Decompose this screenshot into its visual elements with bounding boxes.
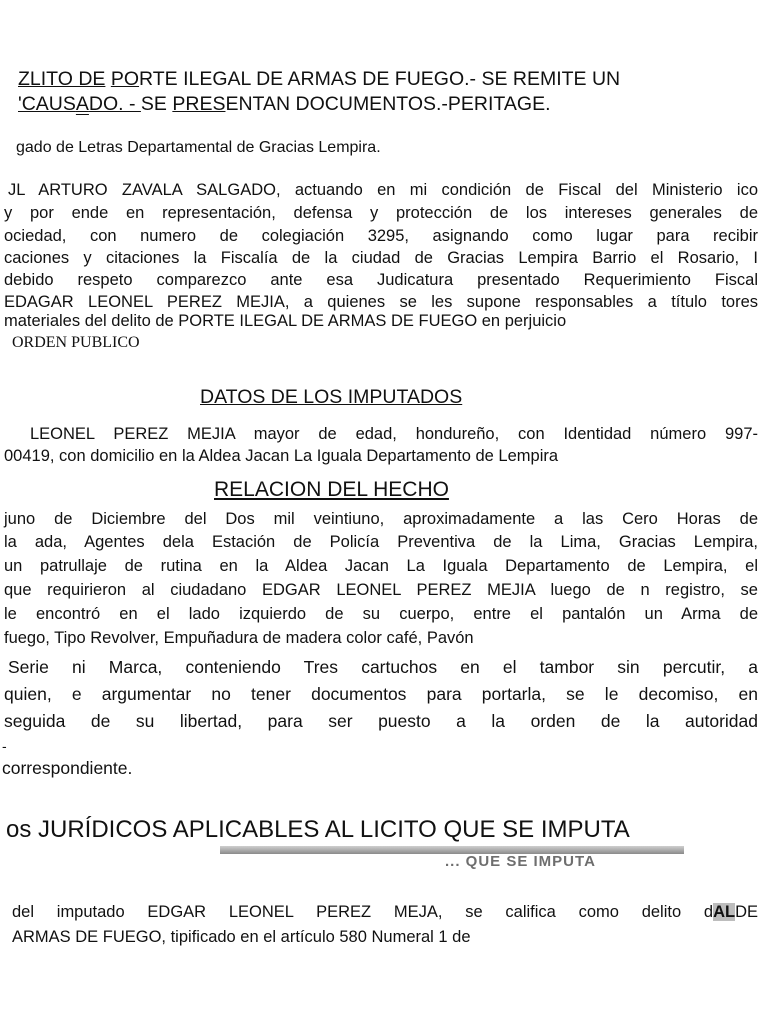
title-segment: SE xyxy=(140,93,173,115)
orden-publico: ORDEN PUBLICO xyxy=(12,334,140,351)
addressee: gado de Letras Departamental de Gracias Lempira. xyxy=(16,139,381,156)
title-segment: ENTAN DOCUMENTOS.-PERITAGE. xyxy=(225,93,551,115)
intro-line: caciones y citaciones la Fiscalía de la ciudad de Gracias Lempira Barrio el Rosario, I xyxy=(4,249,758,267)
relacion-closing: correspondiente. xyxy=(2,758,133,778)
intro-line: materiales del delito de PORTE ILEGAL DE ARMAS DE FUEGO en perjuicio xyxy=(4,312,567,330)
title-segment: RTE ILEGAL DE ARMAS DE FUEGO.- SE REMITE UN xyxy=(139,68,621,90)
section-heading-datos: DATOS DE LOS IMPUTADOS xyxy=(200,386,463,408)
intro-line: y por ende en representación, defensa y protección de los intereses generales de xyxy=(4,204,758,222)
juridicos-highlight: AL xyxy=(713,903,736,921)
relacion-line: le encontró en el lado izquierdo de su cuerpo, entre el pantalón un Arma de xyxy=(4,605,758,623)
heading-ghost-text: ... QUE SE IMPUTA xyxy=(445,853,596,870)
relacion-line: la ada, Agentes dela Estación de Policía Preventiva de la Lima, Gracias Lempira, xyxy=(4,533,758,551)
section-heading-relacion: RELACION DEL HECHO xyxy=(214,478,449,501)
datos-line: 00419, con domicilio en la Aldea Jacan La Iguala Departamento de Lempira xyxy=(4,447,559,465)
title-underlined-segment: PRES xyxy=(172,93,226,115)
title-underlined-segment: DO. - xyxy=(88,93,141,115)
document-title-line-1 xyxy=(18,68,620,91)
title-underlined-segment: 'CAUS xyxy=(18,93,76,115)
title-underlined-segment: ZLITO DE xyxy=(18,68,106,90)
relacion-line: quien, e argumentar no tener documentos para portarla, se le decomiso, en xyxy=(4,684,758,704)
document-title-line-2 xyxy=(18,93,551,116)
relacion-line: Serie ni Marca, conteniendo Tres cartuchos en el tambor sin percutir, a xyxy=(8,657,758,677)
intro-line: debido respeto comparezco ante esa Judicatura presentado Requerimiento Fiscal xyxy=(4,271,758,289)
relacion-line: seguida de su libertad, para ser puesto a la orden de la autoridad xyxy=(4,711,758,731)
juridicos-text: DE xyxy=(735,903,758,921)
relacion-line: juno de Diciembre del Dos mil veintiuno, aproximadamente a las Cero Horas de xyxy=(4,510,758,528)
title-underlined-segment: A xyxy=(75,93,89,115)
juridicos-line xyxy=(12,903,758,922)
title-underlined-segment: PO xyxy=(110,68,140,90)
relacion-line: fuego, Tipo Revolver, Empuñadura de madera color café, Pavón xyxy=(4,629,474,647)
datos-line: LEONEL PEREZ MEJIA mayor de edad, hondureño, con Identidad número 997- xyxy=(30,425,758,443)
intro-line: EDAGAR LEONEL PEREZ MEJIA, a quienes se les supone responsables a título tores xyxy=(4,293,758,311)
relacion-line: un patrullaje de rutina en la Aldea Jacan La Iguala Departamento de Lempira, el xyxy=(4,557,758,575)
intro-line: JL ARTURO ZAVALA SALGADO, actuando en mi condición de Fiscal del Ministerio ico xyxy=(8,181,758,199)
juridicos-text: del imputado EDGAR LEONEL PEREZ MEJA, se califica como delito d xyxy=(12,903,714,921)
section-heading-juridicos: os JURÍDICOS APLICABLES AL LICITO QUE SE IMPUTA xyxy=(6,816,630,843)
dash-mark: - xyxy=(2,738,7,754)
juridicos-line: ARMAS DE FUEGO, tipificado en el artículo 580 Numeral 1 de xyxy=(12,928,471,946)
intro-line: ociedad, con numero de colegiación 3295, asignando como lugar para recibir xyxy=(4,227,758,245)
relacion-line: que requirieron al ciudadano EDGAR LEONEL PEREZ MEJIA luego de n registro, se xyxy=(4,581,758,599)
